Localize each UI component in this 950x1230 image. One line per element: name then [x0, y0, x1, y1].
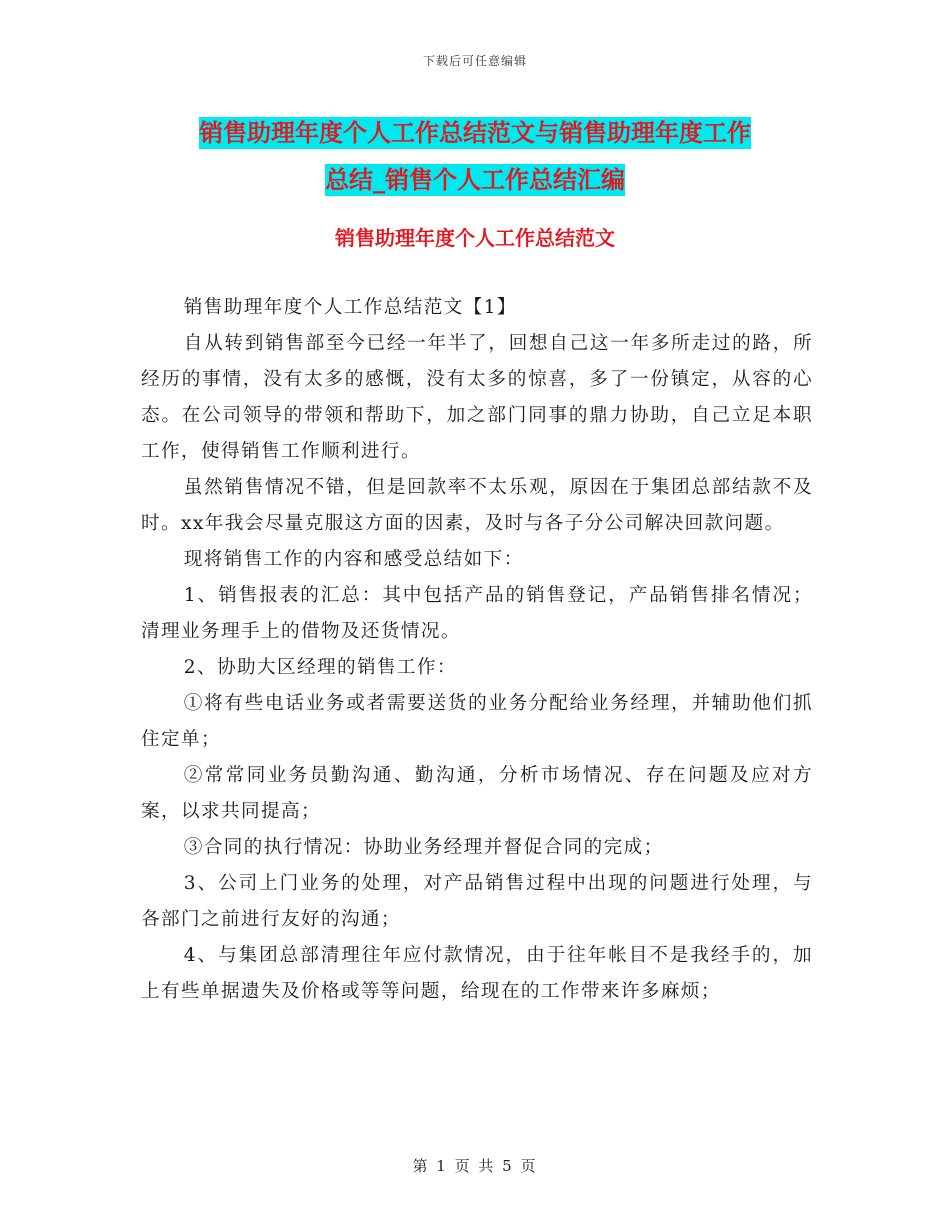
paragraph: 3、公司上门业务的处理，对产品销售过程中出现的问题进行处理，与各部门之前进行友好的沟通； [141, 873, 813, 930]
document-title-line-2: 总结_销售个人工作总结汇编 [325, 166, 625, 194]
paragraph: 2、协助大区经理的销售工作： [183, 657, 457, 678]
paragraph: ①将有些电话业务或者需要送货的业务分配给业务经理，并辅助他们抓住定单； [141, 693, 813, 750]
page-header-note: 下载后可任意编辑 [422, 54, 527, 68]
document-title-line-1: 销售助理年度个人工作总结范文与销售助理年度工作 [199, 119, 751, 147]
section-title: 销售助理年度个人工作总结范文 [335, 226, 615, 250]
paragraph: 自从转到销售部至今已经一年半了，回想自己这一年多所走过的路，所经历的事情，没有太多的感慨，没有太多的惊喜，多了一份镇定，从容的心态。在公司领导的带领和帮助下，加之部门同事的鼎力协助，自己立足本职工作，使得销售工作顺利进行。 [141, 333, 813, 462]
paragraph: 虽然销售情况不错，但是回款率不太乐观，原因在于集团总部结款不及时。xx年我会尽量克服这方面的因素，及时与各子分公司解决回款问题。 [141, 477, 813, 534]
document-title [140, 110, 810, 204]
paragraph: 4、与集团总部清理往年应付款情况，由于往年帐目不是我经手的，加上有些单据遗失及价格或等等问题，给现在的工作带来许多麻烦； [141, 945, 813, 1002]
document-body [141, 290, 813, 1010]
page-number-footer: 第 1 页 共 5 页 [412, 1157, 538, 1175]
paragraph: 现将销售工作的内容和感受总结如下： [183, 549, 524, 570]
paragraph: 销售助理年度个人工作总结范文【1】 [183, 297, 517, 318]
paragraph: ②常常同业务员勤沟通、勤沟通，分析市场情况、存在问题及应对方案，以求共同提高； [141, 765, 813, 822]
paragraph: ③合同的执行情况：协助业务经理并督促合同的完成； [183, 837, 664, 858]
paragraph: 1、销售报表的汇总：其中包括产品的销售登记，产品销售排名情况；清理业务理手上的借物及还货情况。 [141, 585, 813, 642]
